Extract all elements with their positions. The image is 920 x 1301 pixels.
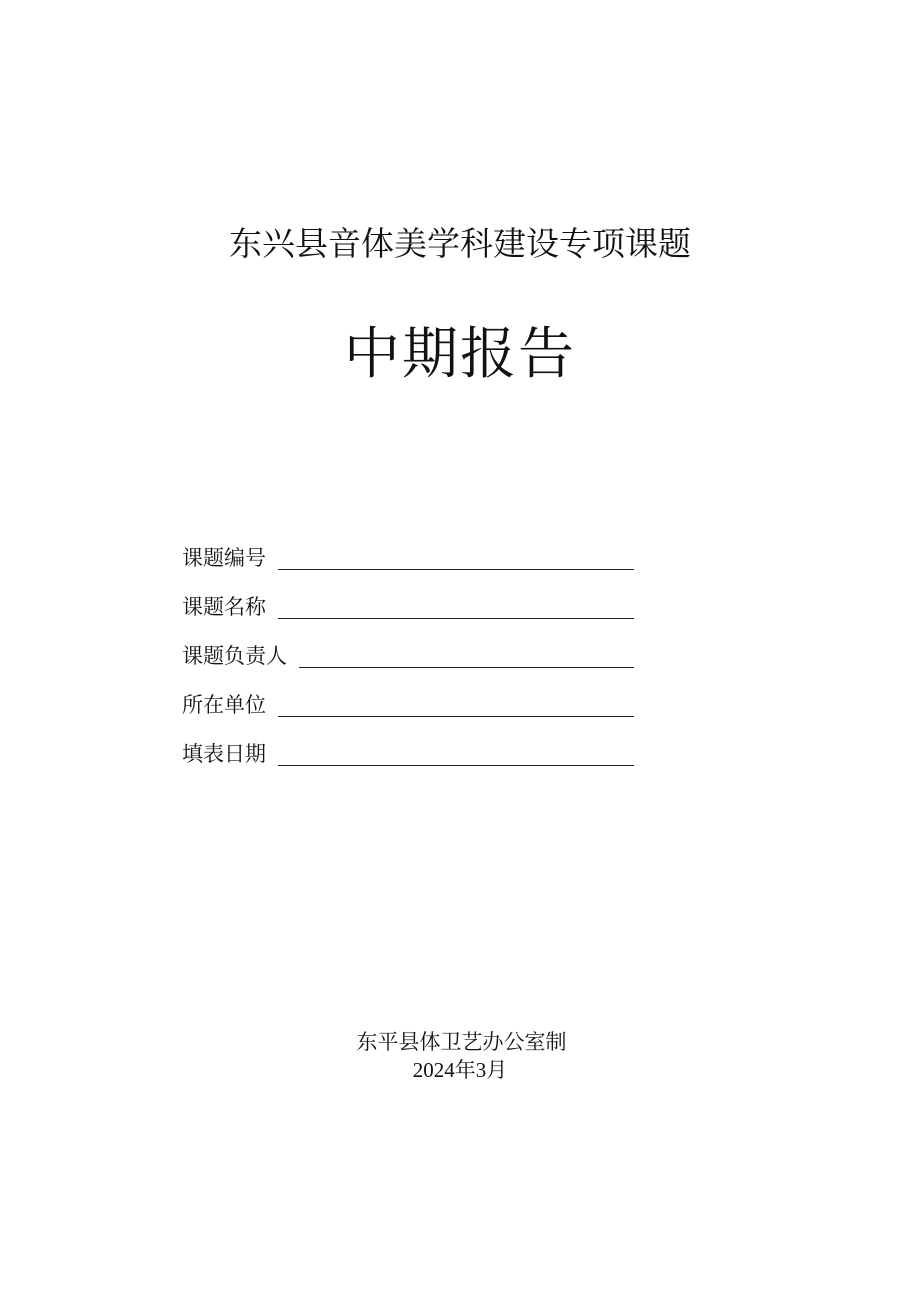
field-label: 所在单位	[182, 693, 266, 717]
fill-in-line[interactable]	[278, 596, 634, 619]
fill-in-line[interactable]	[278, 743, 634, 766]
issue-date: 2024年3月	[412, 1058, 508, 1082]
field-project-number	[182, 522, 634, 571]
footer	[0, 1028, 920, 1084]
issuer-text: 东平县体卫艺办公室制	[356, 1030, 567, 1054]
report-title: 中期报告	[344, 322, 576, 387]
project-subtitle: 东兴县音体美学科建设专项课题	[229, 224, 691, 263]
field-label: 课题负责人	[182, 644, 287, 668]
field-fill-date	[182, 718, 634, 767]
fill-in-line[interactable]	[278, 547, 634, 570]
field-affiliation	[182, 669, 634, 718]
field-label: 课题编号	[182, 546, 266, 570]
info-fields	[182, 522, 634, 767]
field-project-leader	[182, 620, 634, 669]
fill-in-line[interactable]	[299, 645, 634, 668]
fill-in-line[interactable]	[278, 694, 634, 717]
field-label: 填表日期	[182, 742, 266, 766]
field-project-name	[182, 571, 634, 620]
field-label: 课题名称	[182, 595, 266, 619]
